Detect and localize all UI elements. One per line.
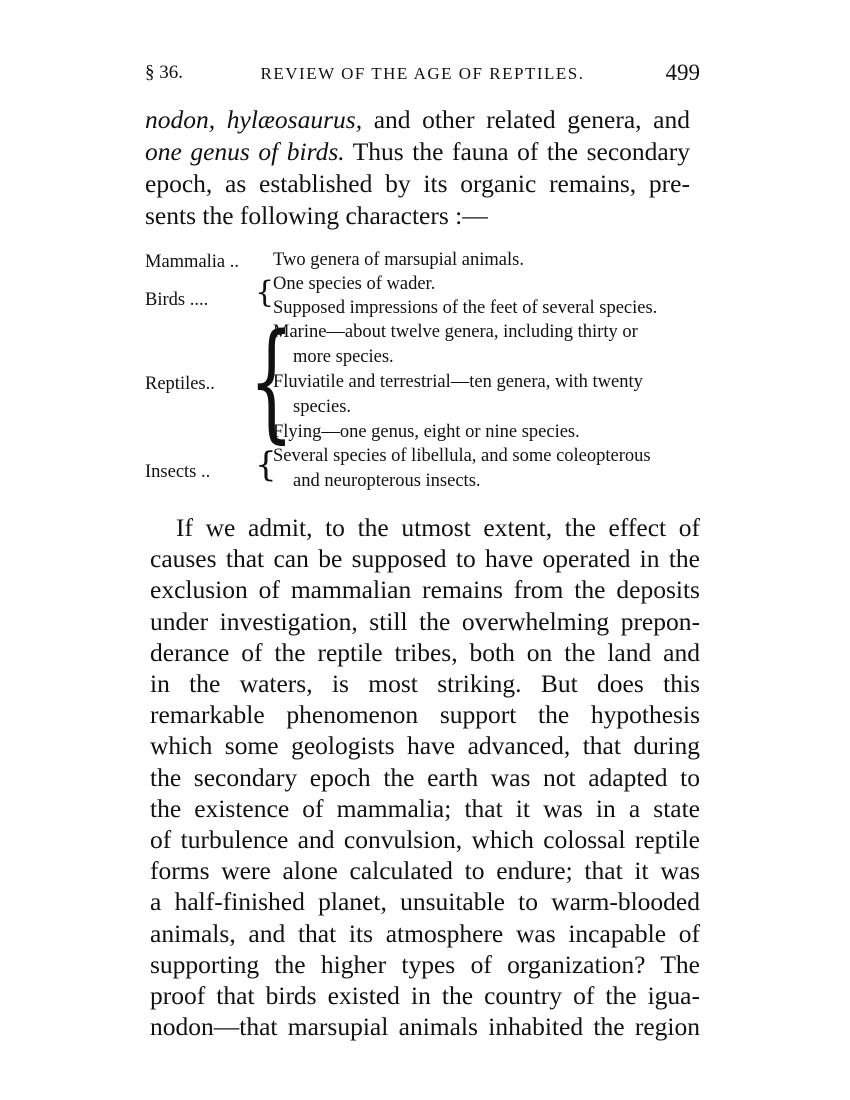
text-run: Thus the fauna of the secondary	[344, 137, 690, 166]
insects-brace-icon: {	[255, 445, 277, 485]
text-line: proof that birds existed in the country of the igua-	[150, 981, 700, 1010]
text-line: of turbulence and convulsion, which colossal reptile	[150, 825, 700, 854]
mammalia-entry: Two genera of marsupial animals.	[273, 250, 524, 270]
text-line: in the waters, is most striking. But does this	[150, 669, 700, 698]
text-line: If we admit, to the utmost extent, the effect of	[176, 513, 700, 542]
text-line: under investigation, still the overwhelming prepon-	[150, 606, 700, 636]
text-line: derance of the reptile tribes, both on the land and	[150, 637, 700, 667]
reptiles-entry: more species.	[293, 347, 394, 367]
birds-entry: One species of wader.	[273, 274, 436, 294]
text-line	[145, 137, 690, 167]
fauna-table	[145, 250, 705, 495]
reptiles-entry: Marine—about twelve genera, including thirty or	[273, 322, 638, 342]
birds-label: Birds ....	[145, 290, 209, 310]
reptiles-entry: Flying—one genus, eight or nine species.	[273, 422, 580, 442]
text-line	[145, 105, 690, 135]
page-header	[145, 62, 700, 90]
italic-genus-names: nodon, hylæosaurus,	[145, 105, 363, 134]
text-line: nodon—that marsupial animals inhabited the region	[150, 1012, 700, 1042]
text-line: causes that can be supposed to have operated in the	[150, 544, 700, 574]
section-number: § 36.	[145, 62, 183, 83]
text-line: supporting the higher types of organization? The	[150, 949, 700, 979]
insects-entry: and neuropterous insects.	[293, 471, 481, 491]
text-line: a half-finished planet, unsuitable to warm-blooded	[150, 887, 700, 917]
paragraph-main	[150, 513, 700, 1045]
text-line: the existence of mammalia; that it was in a state	[150, 793, 700, 823]
birds-brace-icon: {	[255, 275, 275, 310]
page-number: 499	[665, 60, 700, 85]
running-title: REVIEW OF THE AGE OF REPTILES.	[260, 64, 585, 83]
italic-birds-genus: one genus of birds.	[145, 137, 345, 166]
text-line: exclusion of mammalian remains from the deposits	[150, 575, 700, 605]
text-line: epoch, as established by its organic remains, pre-	[145, 169, 690, 198]
text-line: which some geologists have advanced, that during	[150, 731, 700, 761]
mammalia-label: Mammalia ..	[145, 252, 240, 272]
text-line: animals, and that its atmosphere was incapable of	[150, 918, 700, 948]
text-line: forms were alone calculated to endure; that it was	[150, 856, 700, 886]
reptiles-brace-icon: {	[249, 307, 294, 456]
text-line: remarkable phenomenon support the hypothesis	[150, 700, 700, 730]
text-line: the secondary epoch the earth was not adapted to	[150, 762, 700, 792]
reptiles-entry: species.	[293, 397, 352, 417]
text-run: and other related genera, and	[362, 105, 690, 134]
reptiles-entry: Fluviatile and terrestrial—ten genera, with twenty	[273, 372, 643, 392]
reptiles-label: Reptiles..	[145, 374, 215, 394]
paragraph-intro	[145, 105, 690, 235]
text-line: sents the following characters :—	[145, 201, 488, 230]
birds-entry: Supposed impressions of the feet of several species.	[273, 298, 658, 318]
insects-entry: Several species of libellula, and some coleopterous	[273, 446, 651, 466]
insects-label: Insects ..	[145, 462, 211, 482]
